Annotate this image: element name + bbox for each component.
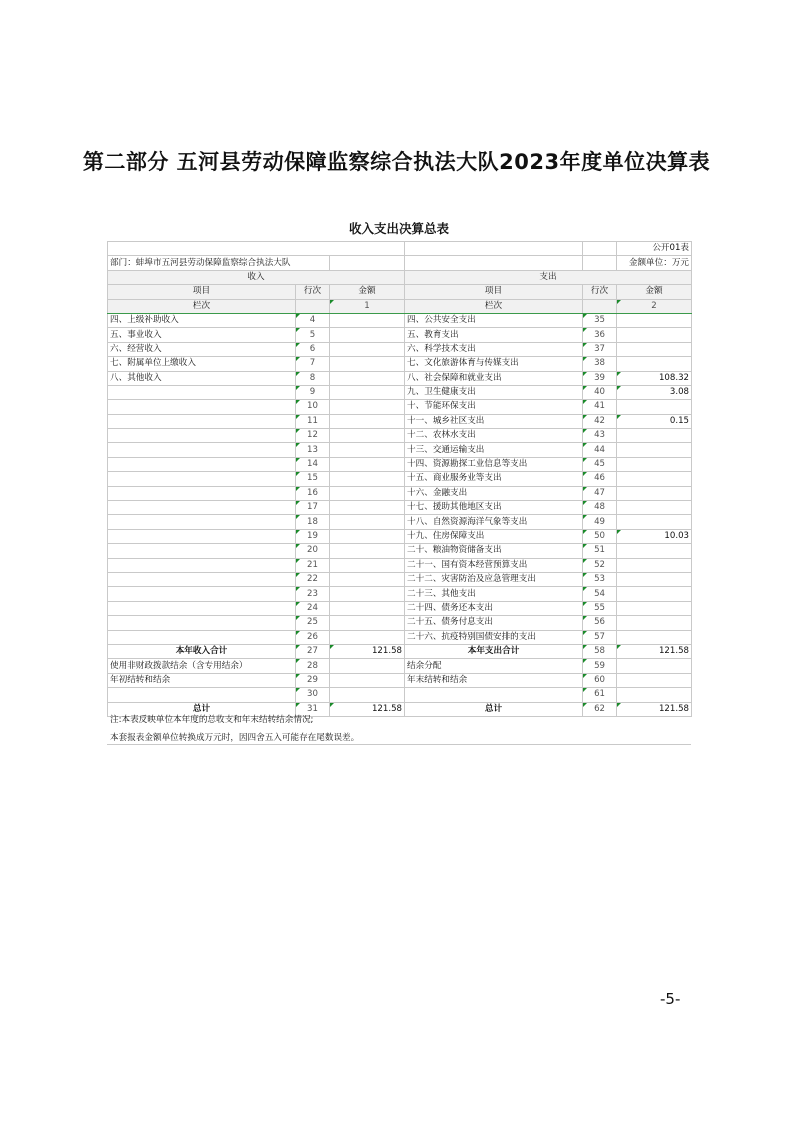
blank-cell <box>296 299 330 313</box>
expense-amount <box>617 515 692 529</box>
blank-cell <box>108 242 405 256</box>
expense-amount <box>617 472 692 486</box>
expense-item: 二十四、债务还本支出 <box>405 601 583 615</box>
income-item: 四、上级补助收入 <box>108 313 296 327</box>
surplus-use-line: 28 <box>296 659 330 673</box>
expense-amount <box>617 501 692 515</box>
blank-cell <box>405 256 583 270</box>
expense-amount <box>617 572 692 586</box>
blank-cell <box>405 688 583 702</box>
blank-cell <box>330 688 405 702</box>
expense-section-header: 支出 <box>405 270 692 284</box>
expense-item: 二十三、其他支出 <box>405 587 583 601</box>
expense-amount <box>617 601 692 615</box>
header-row-code <box>108 242 692 256</box>
expense-amount: 108.32 <box>617 371 692 385</box>
department-label: 部门：蚌埠市五河县劳动保障监察综合执法大队 <box>108 256 330 270</box>
total-row <box>108 688 692 702</box>
income-item <box>108 414 296 428</box>
income-amount <box>330 601 405 615</box>
expense-item: 十六、金融支出 <box>405 486 583 500</box>
expense-amount <box>617 457 692 471</box>
income-amount <box>330 572 405 586</box>
income-amount <box>330 630 405 644</box>
expense-amount: 0.15 <box>617 414 692 428</box>
expense-item: 十五、商业服务业等支出 <box>405 472 583 486</box>
expense-line-no: 42 <box>583 414 617 428</box>
income-amount <box>330 328 405 342</box>
blank-cell <box>583 242 617 256</box>
expense-amount <box>617 486 692 500</box>
year-expense-total-amount: 121.58 <box>617 644 692 658</box>
table-row <box>108 357 692 371</box>
table-note: 注:本表反映单位本年度的总收支和年末结转结余情况; <box>110 715 314 725</box>
expense-item: 十二、农林水支出 <box>405 429 583 443</box>
income-amount <box>330 342 405 356</box>
begin-balance-amount <box>330 673 405 687</box>
total-row <box>108 673 692 687</box>
table-row <box>108 313 692 327</box>
expense-item: 二十二、灾害防治及应急管理支出 <box>405 572 583 586</box>
expense-amount <box>617 328 692 342</box>
income-item <box>108 587 296 601</box>
expense-amount <box>617 558 692 572</box>
expense-line-no: 55 <box>583 601 617 615</box>
income-line-no: 22 <box>296 572 330 586</box>
table-row <box>108 342 692 356</box>
header-row-columns <box>108 285 692 299</box>
expense-amount <box>617 616 692 630</box>
expense-line-no: 37 <box>583 342 617 356</box>
rounding-note: 本套报表金额单位转换成万元时，因四舍五入可能存在尾数误差。 <box>107 731 691 745</box>
expense-col-number: 2 <box>617 299 692 313</box>
table-row <box>108 630 692 644</box>
expense-amount <box>617 400 692 414</box>
income-line-no: 18 <box>296 515 330 529</box>
income-line-no: 11 <box>296 414 330 428</box>
income-amount-header: 金额 <box>330 285 405 299</box>
expense-item: 十、节能环保支出 <box>405 400 583 414</box>
income-amount <box>330 472 405 486</box>
expense-item: 五、教育支出 <box>405 328 583 342</box>
income-item <box>108 429 296 443</box>
income-line-no: 19 <box>296 529 330 543</box>
expense-item: 四、公共安全支出 <box>405 313 583 327</box>
expense-line-no: 49 <box>583 515 617 529</box>
income-amount <box>330 429 405 443</box>
expense-item: 七、文化旅游体育与传媒支出 <box>405 357 583 371</box>
table-row <box>108 616 692 630</box>
income-item <box>108 616 296 630</box>
header-row-dept <box>108 256 692 270</box>
expense-item: 十八、自然资源海洋气象等支出 <box>405 515 583 529</box>
income-item <box>108 385 296 399</box>
form-code: 公开01表 <box>617 242 692 256</box>
income-amount <box>330 313 405 327</box>
expense-amount <box>617 429 692 443</box>
expense-amount <box>617 544 692 558</box>
table-row <box>108 371 692 385</box>
income-item <box>108 558 296 572</box>
grand-total-income-line: 31 <box>296 702 330 716</box>
expense-line-no: 53 <box>583 572 617 586</box>
income-amount <box>330 371 405 385</box>
income-line-no: 26 <box>296 630 330 644</box>
income-line-no: 12 <box>296 429 330 443</box>
income-amount <box>330 515 405 529</box>
table-row <box>108 515 692 529</box>
grand-total-expense-label: 总计 <box>405 702 583 716</box>
expense-line-no: 43 <box>583 429 617 443</box>
expense-item: 十四、资源勘探工业信息等支出 <box>405 457 583 471</box>
table-row <box>108 587 692 601</box>
income-amount <box>330 501 405 515</box>
expense-line-no: 41 <box>583 400 617 414</box>
table-row <box>108 601 692 615</box>
income-item <box>108 529 296 543</box>
expense-item: 二十五、债务付息支出 <box>405 616 583 630</box>
blank-expense-line: 61 <box>583 688 617 702</box>
expense-line-no: 54 <box>583 587 617 601</box>
expense-item-header: 项目 <box>405 285 583 299</box>
year-income-total-label: 本年收入合计 <box>108 644 296 658</box>
year-expense-total-line: 58 <box>583 644 617 658</box>
income-lanci-label: 栏次 <box>108 299 296 313</box>
income-line-no: 9 <box>296 385 330 399</box>
income-amount <box>330 457 405 471</box>
income-amount <box>330 486 405 500</box>
income-line-no: 17 <box>296 501 330 515</box>
blank-cell <box>617 688 692 702</box>
expense-item: 六、科学技术支出 <box>405 342 583 356</box>
expense-amount <box>617 630 692 644</box>
income-line-no: 8 <box>296 371 330 385</box>
income-line-no: 23 <box>296 587 330 601</box>
expense-item: 二十一、国有资本经营预算支出 <box>405 558 583 572</box>
income-item <box>108 443 296 457</box>
expense-item: 二十六、抗疫特别国债安排的支出 <box>405 630 583 644</box>
income-item <box>108 572 296 586</box>
income-line-no: 20 <box>296 544 330 558</box>
expense-amount <box>617 357 692 371</box>
summary-table <box>107 241 692 717</box>
blank-cell <box>405 242 583 256</box>
expense-amount <box>617 342 692 356</box>
year-expense-total-label: 本年支出合计 <box>405 644 583 658</box>
income-amount <box>330 587 405 601</box>
income-line-no: 15 <box>296 472 330 486</box>
table-row <box>108 414 692 428</box>
grand-total-expense-amount: 121.58 <box>617 702 692 716</box>
unit-label: 金额单位：万元 <box>617 256 692 270</box>
income-amount <box>330 357 405 371</box>
income-line-no: 6 <box>296 342 330 356</box>
blank-cell <box>583 256 617 270</box>
table-row <box>108 443 692 457</box>
blank-income-line: 30 <box>296 688 330 702</box>
grand-total-income-amount: 121.58 <box>330 702 405 716</box>
income-line-header: 行次 <box>296 285 330 299</box>
expense-line-header: 行次 <box>583 285 617 299</box>
page-number: -5- <box>660 990 681 1008</box>
expense-amount: 10.03 <box>617 529 692 543</box>
income-line-no: 14 <box>296 457 330 471</box>
table-row <box>108 328 692 342</box>
expense-amount <box>617 313 692 327</box>
grand-total-expense-line: 62 <box>583 702 617 716</box>
table-row <box>108 572 692 586</box>
expense-line-no: 47 <box>583 486 617 500</box>
income-item <box>108 457 296 471</box>
expense-line-no: 50 <box>583 529 617 543</box>
year-income-total-line: 27 <box>296 644 330 658</box>
expense-amount: 3.08 <box>617 385 692 399</box>
table-row <box>108 429 692 443</box>
expense-line-no: 56 <box>583 616 617 630</box>
expense-item: 十三、交通运输支出 <box>405 443 583 457</box>
year-income-total-amount: 121.58 <box>330 644 405 658</box>
table-row <box>108 544 692 558</box>
expense-item: 十九、住房保障支出 <box>405 529 583 543</box>
income-item <box>108 544 296 558</box>
header-row-sections <box>108 270 692 284</box>
expense-line-no: 35 <box>583 313 617 327</box>
income-amount <box>330 400 405 414</box>
income-item: 七、附属单位上缴收入 <box>108 357 296 371</box>
table-row <box>108 529 692 543</box>
income-item <box>108 501 296 515</box>
expense-amount <box>617 587 692 601</box>
income-item <box>108 400 296 414</box>
total-row <box>108 659 692 673</box>
expense-item: 八、社会保障和就业支出 <box>405 371 583 385</box>
income-section-header: 收入 <box>108 270 405 284</box>
sheet-title: 收入支出决算总表 <box>107 215 691 242</box>
table-row <box>108 501 692 515</box>
expense-line-no: 51 <box>583 544 617 558</box>
surplus-dist-label: 结余分配 <box>405 659 583 673</box>
income-line-no: 7 <box>296 357 330 371</box>
expense-item: 九、卫生健康支出 <box>405 385 583 399</box>
grand-total-income-label: 总计 <box>108 702 296 716</box>
blank-cell <box>108 688 296 702</box>
income-item-header: 项目 <box>108 285 296 299</box>
income-line-no: 21 <box>296 558 330 572</box>
expense-line-no: 40 <box>583 385 617 399</box>
income-line-no: 5 <box>296 328 330 342</box>
income-line-no: 13 <box>296 443 330 457</box>
income-col-number: 1 <box>330 299 405 313</box>
expense-item: 十一、城乡社区支出 <box>405 414 583 428</box>
surplus-use-label: 使用非财政拨款结余（含专用结余） <box>108 659 296 673</box>
income-item <box>108 630 296 644</box>
expense-item: 二十、粮油物资储备支出 <box>405 544 583 558</box>
income-item <box>108 472 296 486</box>
income-line-no: 10 <box>296 400 330 414</box>
table-row <box>108 400 692 414</box>
expense-line-no: 45 <box>583 457 617 471</box>
blank-cell <box>583 299 617 313</box>
income-amount <box>330 616 405 630</box>
expense-lanci-label: 栏次 <box>405 299 583 313</box>
income-line-no: 4 <box>296 313 330 327</box>
surplus-dist-amount <box>617 659 692 673</box>
total-row <box>108 644 692 658</box>
page-title: 第二部分 五河县劳动保障监察综合执法大队2023年度单位决算表 <box>82 150 711 174</box>
income-item <box>108 515 296 529</box>
income-line-no: 25 <box>296 616 330 630</box>
expense-line-no: 57 <box>583 630 617 644</box>
expense-line-no: 36 <box>583 328 617 342</box>
table-row <box>108 486 692 500</box>
expense-line-no: 52 <box>583 558 617 572</box>
begin-balance-line: 29 <box>296 673 330 687</box>
end-balance-line: 60 <box>583 673 617 687</box>
income-amount <box>330 544 405 558</box>
table-row <box>108 558 692 572</box>
income-item: 五、事业收入 <box>108 328 296 342</box>
income-item: 八、其他收入 <box>108 371 296 385</box>
income-amount <box>330 443 405 457</box>
income-line-no: 24 <box>296 601 330 615</box>
expense-item: 十七、援助其他地区支出 <box>405 501 583 515</box>
header-row-lanci <box>108 299 692 313</box>
expense-line-no: 39 <box>583 371 617 385</box>
expense-amount-header: 金额 <box>617 285 692 299</box>
end-balance-amount <box>617 673 692 687</box>
table-row <box>108 457 692 471</box>
expense-amount <box>617 443 692 457</box>
begin-balance-label: 年初结转和结余 <box>108 673 296 687</box>
table-row <box>108 385 692 399</box>
income-amount <box>330 385 405 399</box>
expense-line-no: 44 <box>583 443 617 457</box>
income-item <box>108 486 296 500</box>
blank-cell <box>330 256 405 270</box>
table-row <box>108 472 692 486</box>
income-amount <box>330 529 405 543</box>
expense-line-no: 48 <box>583 501 617 515</box>
spreadsheet <box>107 215 691 750</box>
expense-line-no: 46 <box>583 472 617 486</box>
income-item <box>108 601 296 615</box>
end-balance-label: 年末结转和结余 <box>405 673 583 687</box>
surplus-use-amount <box>330 659 405 673</box>
expense-line-no: 38 <box>583 357 617 371</box>
income-line-no: 16 <box>296 486 330 500</box>
income-amount <box>330 414 405 428</box>
income-amount <box>330 558 405 572</box>
surplus-dist-line: 59 <box>583 659 617 673</box>
income-item: 六、经营收入 <box>108 342 296 356</box>
